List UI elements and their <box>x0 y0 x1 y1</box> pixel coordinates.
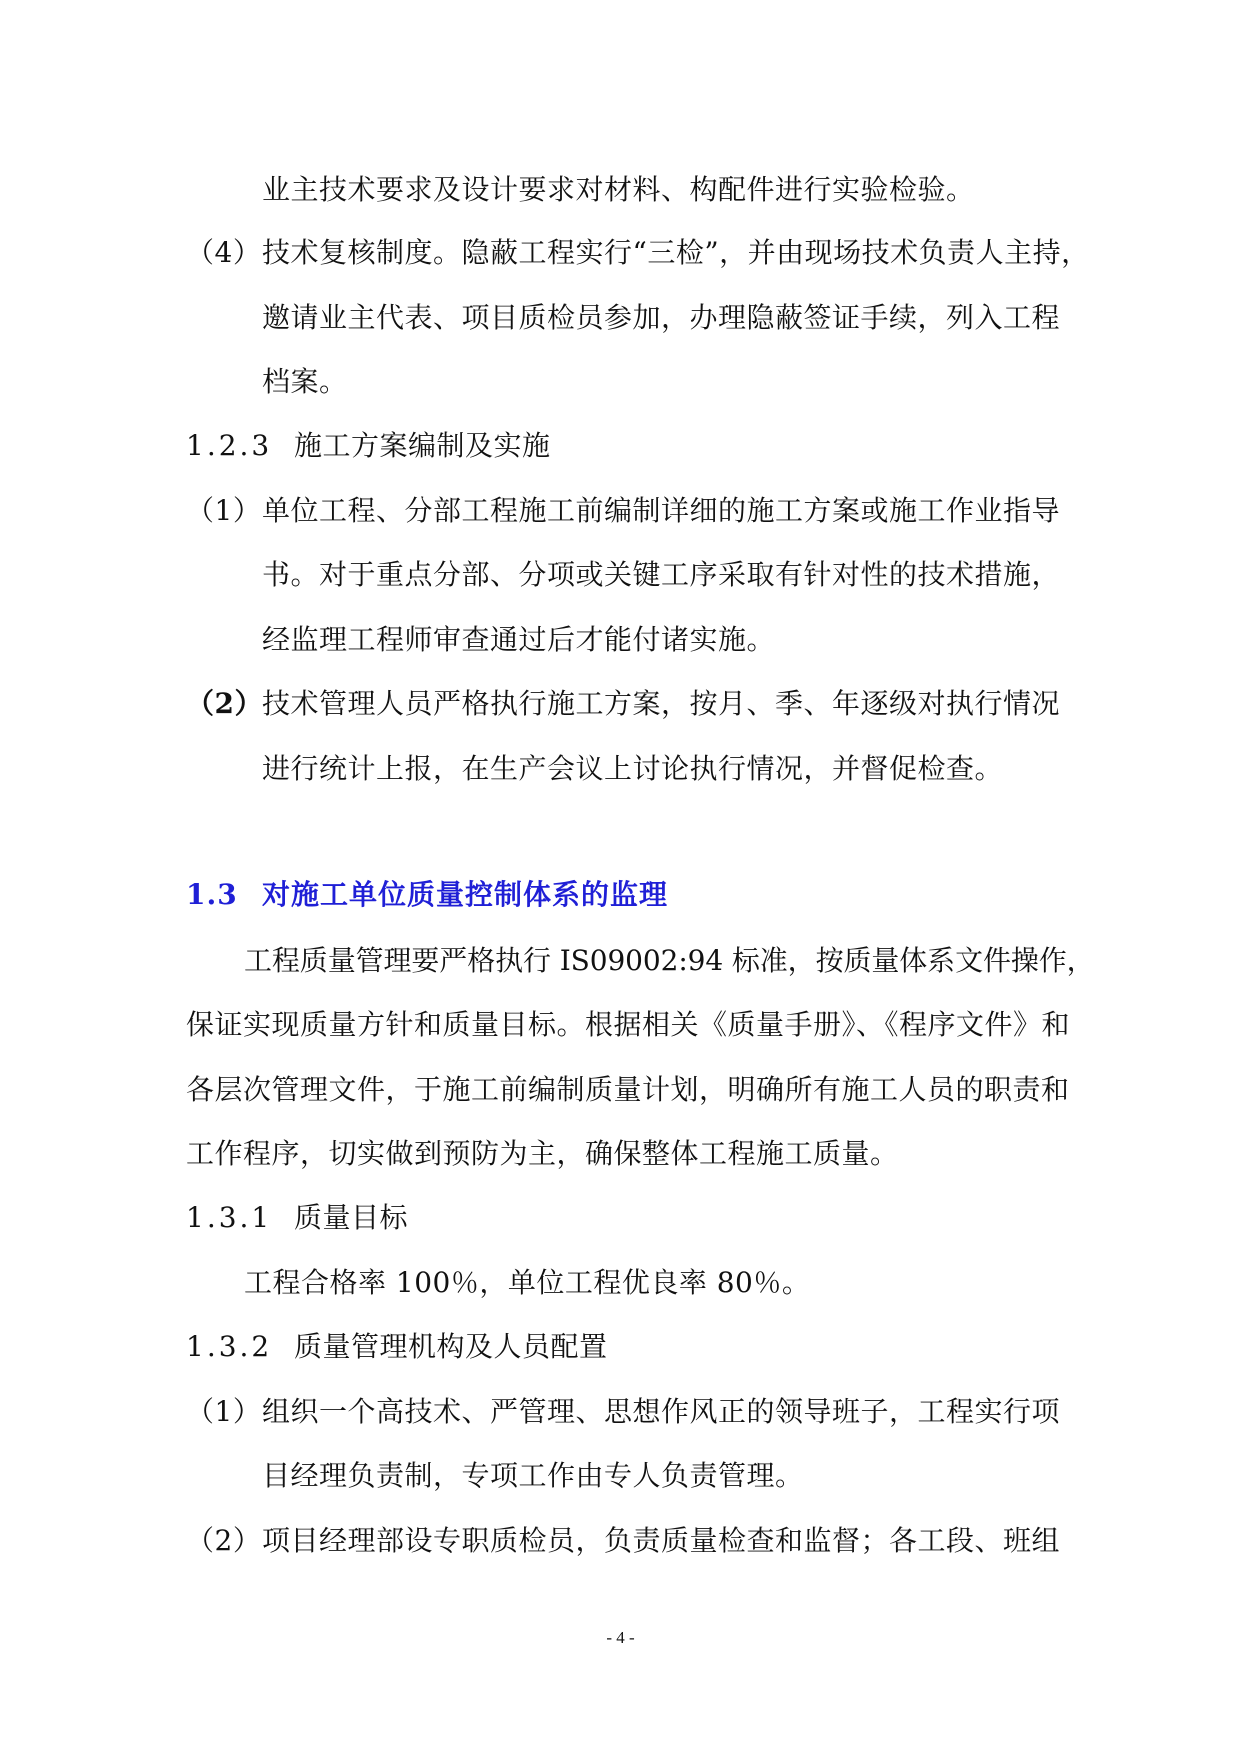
list-item <box>186 1521 1060 1561</box>
list-number: （1） <box>186 1395 262 1428</box>
list-text: 单位工程、分部工程施工前编制详细的施工方案或施工作业指导 <box>262 494 1061 527</box>
section-number: 1.3.1 <box>186 1201 273 1234</box>
section-heading <box>186 1327 608 1367</box>
section-number: 1.2.3 <box>186 429 273 462</box>
section-title: 质量管理机构及人员配置 <box>294 1330 608 1363</box>
text-line: 书。对于重点分部、分项或关键工序采取有针对性的技术措施， <box>262 558 1061 591</box>
text-line: 进行统计上报，在生产会议上讨论执行情况，并督促检查。 <box>262 752 1004 785</box>
page-number: - 4 - <box>606 1628 635 1647</box>
list-number: （2） <box>186 1524 262 1557</box>
list-item <box>186 684 1060 724</box>
section-title: 施工方案编制及实施 <box>294 429 551 462</box>
section-heading <box>186 426 551 466</box>
list-text: 技术管理人员严格执行施工方案，按月、季、年逐级对执行情况 <box>262 687 1061 720</box>
paragraph-line: 各层次管理文件，于施工前编制质量计划，明确所有施工人员的职责和 <box>186 1073 1070 1106</box>
chapter-number: 1.3 <box>186 878 238 911</box>
paragraph-line: 保证实现质量方针和质量目标。根据相关《质量手册》、《程序文件》和 <box>186 1008 1071 1041</box>
section-number: 1.3.2 <box>186 1330 273 1363</box>
list-number: （4） <box>186 236 262 269</box>
paragraph-line: 工作程序，切实做到预防为主，确保整体工程施工质量。 <box>186 1137 899 1170</box>
list-item <box>186 233 1090 273</box>
text-line: 经监理工程师审查通过后才能付诸实施。 <box>262 623 776 656</box>
paragraph-line: 工程合格率 100％，单位工程优良率 80％。 <box>244 1266 811 1299</box>
list-number: （2） <box>186 687 263 720</box>
chapter-heading <box>186 875 668 915</box>
chapter-title: 对施工单位质量控制体系的监理 <box>262 878 669 911</box>
text-line: 邀请业主代表、项目质检员参加，办理隐蔽签证手续，列入工程 <box>262 301 1061 334</box>
list-text: 组织一个高技术、严管理、思想作风正的领导班子，工程实行项 <box>262 1395 1061 1428</box>
section-heading <box>186 1198 408 1238</box>
list-text: 项目经理部设专职质检员，负责质量检查和监督；各工段、班组 <box>262 1524 1061 1557</box>
text-line: 档案。 <box>262 365 348 398</box>
list-item <box>186 1392 1060 1432</box>
text-line: 目经理负责制，专项工作由专人负责管理。 <box>262 1459 804 1492</box>
paragraph-line: 工程质量管理要严格执行 IS09002:94 标准，按质量体系文件操作， <box>244 944 1095 977</box>
list-item <box>186 491 1060 531</box>
text-line: 业主技术要求及设计要求对材料、构配件进行实验检验。 <box>262 173 975 206</box>
list-number: （1） <box>186 494 262 527</box>
section-title: 质量目标 <box>294 1201 409 1234</box>
list-text: 技术复核制度。隐蔽工程实行“三检”，并由现场技术负责人主持， <box>262 236 1090 269</box>
